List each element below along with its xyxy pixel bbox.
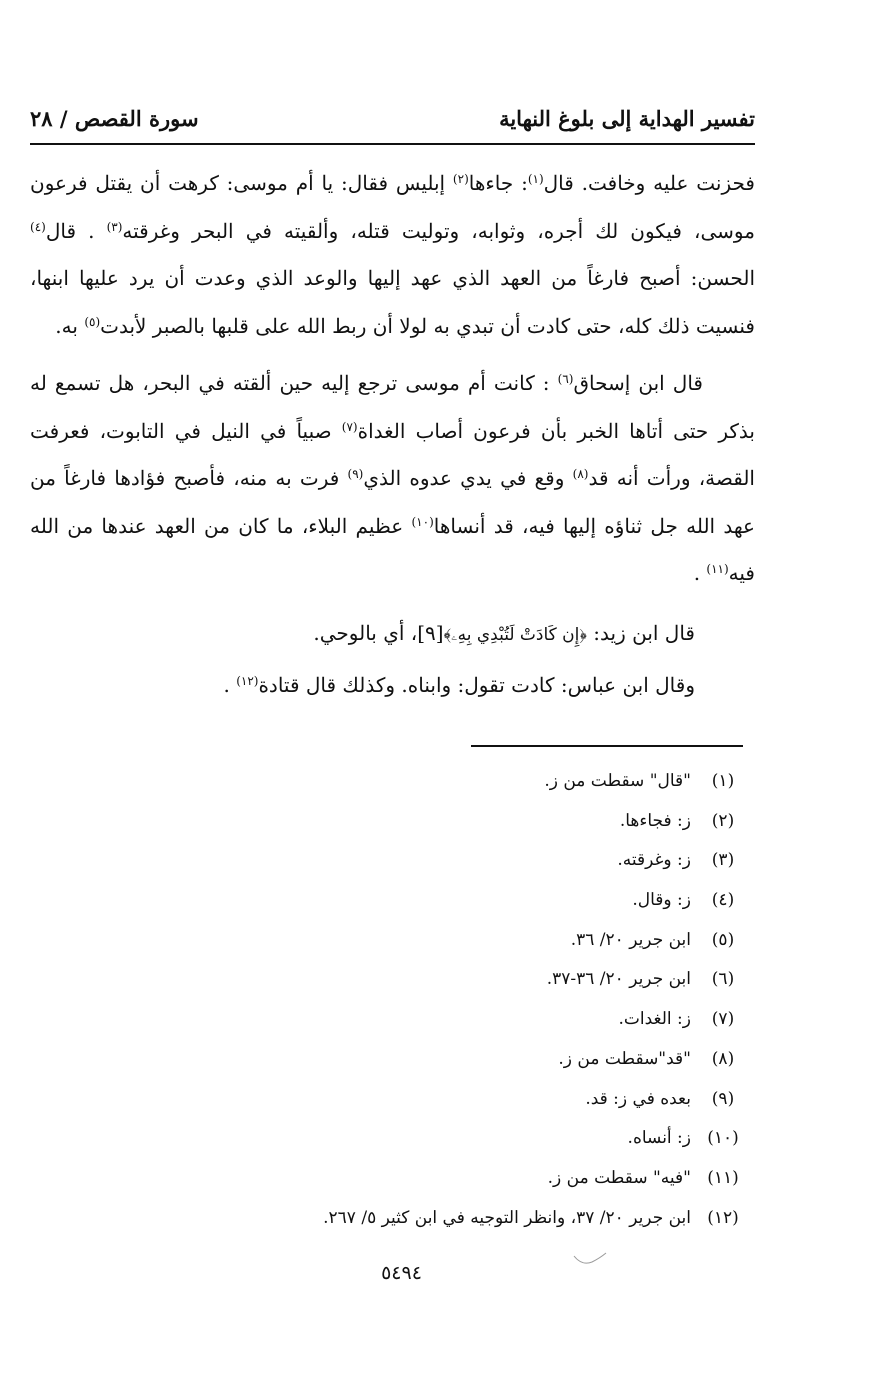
text-run: : جاءها	[468, 171, 528, 195]
footnote-item	[30, 1040, 745, 1080]
footnote-item	[30, 1000, 745, 1040]
footnote-number: (١)	[711, 771, 735, 791]
running-header	[30, 98, 755, 138]
footnote-ref-9: (٩)	[347, 467, 364, 481]
footnote-number: (٧)	[711, 1009, 735, 1030]
text-run: قال ابن إسحاق	[573, 371, 703, 395]
footnote-number: (٦)	[711, 969, 735, 990]
footnote-text: ز: فجاءها.	[619, 810, 691, 831]
footnote-number: (٨)	[711, 1048, 735, 1069]
footnote-text: ز: وقال.	[632, 890, 691, 911]
footnote-text: "قد"سقطت من ز.	[558, 1048, 691, 1069]
footnote-item	[30, 1159, 745, 1199]
text-run: .	[693, 561, 707, 585]
header-rule	[30, 143, 755, 145]
footnote-item	[30, 841, 745, 881]
footnote-item	[30, 762, 745, 802]
footnote-item	[30, 1080, 745, 1120]
footnote-ref-8: (٨)	[572, 467, 589, 481]
paragraph-3	[30, 608, 755, 660]
footnote-item	[30, 1199, 745, 1239]
text-run: قال ابن زيد:	[586, 620, 695, 645]
text-run: به.	[55, 313, 85, 338]
footnote-text: ابن جرير ٢٠/ ٣٦.	[570, 929, 691, 950]
footnote-text: بعده في ز: قد.	[585, 1088, 691, 1109]
footnote-item	[30, 802, 745, 842]
text-run: الحسن: أصبح فارغاً من العهد الذي عهد إليها والوعد الذي وعدت أن يرد عليها ابنها، فنسيت ذلك كله، حتى كادت أن تبدي به لولا أن ربط الله على قلبها بالصبر لأبدت	[30, 266, 755, 338]
quran-verse: ﴿إِن كَادَتْ لَتُبْدِي بِهِۦ﴾	[443, 624, 587, 645]
footnote-text: ز: وغرقته.	[617, 850, 691, 871]
paragraph-1	[30, 160, 755, 350]
footnote-ref-1: (١)	[527, 172, 544, 186]
text-run: . قال	[45, 218, 107, 243]
footnote-number: (١٠)	[707, 1128, 739, 1149]
surah-page-label: سورة القصص / ٢٨	[30, 105, 199, 131]
footnote-number: (٢)	[711, 810, 735, 831]
footnote-item	[30, 921, 745, 961]
text-run: فرت به منه، فأصبح فؤادها فارغاً من عهد الله جل ثناؤه إليها فيه، قد أنساها	[30, 466, 755, 538]
footnote-number: (١١)	[707, 1167, 739, 1188]
text-run: [٩]، أي بالوحي.	[313, 620, 444, 645]
footnote-text: "قال" سقطت من ز.	[544, 771, 691, 791]
footnote-item	[30, 960, 745, 1000]
footnote-ref-2: (٢)	[452, 172, 469, 186]
footnote-number: (٣)	[711, 850, 735, 871]
footnote-number: (٩)	[711, 1088, 735, 1109]
footnote-item	[30, 1119, 745, 1159]
footnote-text: ابن جرير ٢٠/ ٣٦-٣٧.	[546, 969, 691, 990]
footnotes-list	[30, 762, 745, 1238]
text-run: .	[223, 672, 237, 697]
text-run: عظيم البلاء، ما كان من العهد عندها من الله فيه	[30, 513, 755, 585]
text-run: صبياً في النيل في التابوت، فعرفت القصة، ورأت أنه قد	[30, 418, 755, 490]
footnote-text: ابن جرير ٢٠/ ٣٧، وانظر التوجيه في ابن كثير ٥/ ٢٦٧.	[323, 1207, 691, 1228]
text-run: وقال ابن عباس: كادت تقول: وابناه. وكذلك قال قتادة	[258, 672, 695, 697]
footnote-text: "فيه" سقطت من ز.	[547, 1167, 691, 1188]
main-text	[30, 160, 755, 710]
footnote-text: ز: أنساه.	[627, 1128, 691, 1149]
text-run: وقع في يدي عدوه الذي	[363, 466, 573, 490]
footnote-number: (٥)	[711, 929, 735, 950]
footnote-separator	[471, 745, 743, 747]
footnote-item	[30, 881, 745, 921]
footnote-ref-11: (١١)	[706, 562, 729, 576]
pencil-mark	[570, 1250, 610, 1270]
footnote-ref-4: (٤)	[30, 219, 46, 234]
text-run: إبليس فقال: يا أم موسى: كرهت أن يقتل فرعون موسى، فيكون لك أجره، وثوابه، وتوليت قتله، وألقيته في البحر وغرقته	[30, 171, 755, 243]
footnote-ref-12: (١٢)	[236, 673, 259, 688]
footnote-ref-7: (٧)	[341, 419, 358, 434]
footnote-ref-3: (٣)	[106, 219, 123, 234]
book-title: تفسير الهداية إلى بلوغ النهاية	[499, 105, 755, 131]
paragraph-4	[30, 660, 755, 710]
text-run: : كانت أم موسى ترجع إليه حين ألقته في البحر، هل تسمع له بذكر حتى أتاها الخبر بأن فرعون أصاب الغداة	[30, 371, 755, 443]
footnote-ref-5: (٥)	[84, 314, 101, 329]
footnote-text: ز: الغدات.	[618, 1009, 691, 1030]
page-number: ٥٤٩٤	[381, 1262, 422, 1284]
paragraph-2	[30, 360, 755, 598]
text-run: فحزنت عليه وخافت. قال	[543, 171, 755, 195]
footnote-number: (٤)	[711, 890, 735, 911]
footnote-ref-6: (٦)	[557, 372, 574, 386]
footnote-ref-10: (١٠)	[411, 514, 434, 529]
footnote-number: (١٢)	[707, 1207, 739, 1228]
